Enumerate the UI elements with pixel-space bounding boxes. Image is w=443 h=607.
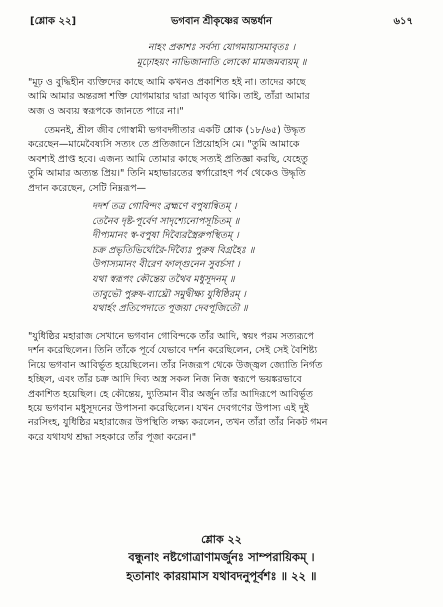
text-line: "মূঢ় ও বুদ্ধিহীন ব্যক্তিদের কাছে আমি কখনও প্রকাশিত হই না। তাদের কাছে (28, 77, 306, 88)
text-line: হচ্ছিল, এবং তাঁর চক্র আদি দিব্য অস্ত্র সকল নিজ নিজ স্বরূপে ভয়ঙ্করভাবে (28, 374, 302, 386)
text-line: আমি আমার অন্তরঙ্গা শক্তি যোগমায়ার দ্বারা আবৃত থাকি। তাই, তাঁরা আমার (28, 91, 310, 103)
quoted-verse (0, 40, 443, 70)
verse-line: উপাস্যমানং বীরেণ ফাল্গুনেন সুবর্চসা । (92, 259, 240, 271)
text-line: করেছেন—মামেবৈষ্যসি সত্যং তে প্রতিজানে প্রিয়োহসি মে। "তুমি আমাকে (28, 139, 300, 151)
translation-paragraph (28, 76, 416, 119)
purport-paragraph (28, 124, 416, 196)
header-verse-ref: [শ্লোক ২২] (30, 16, 77, 27)
sloka-verse (0, 548, 443, 586)
text-line: অবশ্যই প্রাপ্ত হবে। এজন্য আমি তোমার কাছে সত্যই প্রতিজ্ঞা করছি, যেহেতু (28, 153, 308, 165)
verse-line: যথার্হং প্রতিপেদাতে পূজয়া দেবপূজিতৌ ॥ (92, 303, 248, 315)
verse-line: তেনৈব দৃষ্ট-পূর্বেণ সাদৃশ্যেনোপসূচিতম্ ॥ (92, 215, 240, 227)
text-line: নিয়ে ভগবান আবির্ভূত হয়েছিলেন। তাঁর নিজরূপ থেকে উজ্জ্বল জ্যোতি নির্গত (28, 359, 323, 371)
verse-line: নাহং প্রকাশঃ সর্বস্য যোগমায়াসমাবৃতঃ । (147, 42, 296, 53)
text-line: নরসিংহ, যুধিষ্ঠির মহারাজের উপস্থিতি লক্ষ্য করলেন, তখন তাঁরা তাঁর নিকট গমন (28, 417, 328, 429)
verse-line: দীপ্যমানং স্ব-বপুষা দিব্যৈরস্ত্রৈরুপস্থিতম্ । (92, 230, 239, 242)
page-header (30, 14, 413, 30)
header-page-number: ৬১৭ (393, 16, 413, 27)
text-line: তুমি আমার অত্যন্ত প্রিয়।" তিনি মহাভারতের স্বর্গারোহণ পর্ব থেকেও উদ্ধৃতি (28, 168, 306, 180)
text-line: "যুধিষ্ঠির মহারাজ সেখানে ভগবান গোবিন্দকে তাঁর আদি, স্বয়ং পরম সত্যরূপে (28, 331, 314, 342)
verse-line: বন্ধুনাং নষ্টগোত্রাণামর্জুনঃ সাম্পরায়িকম্ । (128, 550, 315, 564)
verse-line: মূঢ়োহয়ং নাভিজানাতি লোকো মামজমব্যয়ম্ ॥ (136, 57, 307, 68)
mahabharata-verses (92, 200, 254, 317)
verse-line: চক্র প্রভৃতিভির্ঘোরৈ-র্দিব্যৈঃ পুরুষ বিগ্রহৈঃ ॥ (92, 244, 255, 256)
verse-line: দদর্শ তত্র গোবিন্দং ব্রহ্মণে বপুষান্বিতম্ । (92, 201, 237, 212)
sloka-heading: শ্লোক ২২ (201, 533, 242, 546)
text-line: করে যথাযথ শ্রদ্ধা সহকারে তাঁর পূজা করেন।" (28, 431, 197, 443)
verse-line: হতানাং কারয়ামাস যথাবদনুপূর্বশঃ ॥ ২২ ॥ (126, 569, 317, 583)
verse-line: তাবুভৌ পুরুষ-ব্যাঘ্রৌ সমুদ্বীক্ষ্য যুধিষ্ঠিরম্ । (92, 288, 246, 300)
header-chapter-title: ভগবান শ্রীকৃষ্ণের অন্তর্ধান (170, 16, 273, 27)
verse-line: যথা স্বরূপং কৌন্তেয় তথৈব মধুসূদনম্ ॥ (92, 273, 235, 285)
text-line: দর্শন করেছিলেন। তিনি তাঁকে পূর্বে যেভাবে দর্শন করেছিলেন, সেই সেই বৈশিষ্ট্য (28, 345, 318, 357)
text-line: তেমনই, শ্রীল জীব গোস্বামী ভগবদ্গীতার একটি শ্লোক (১৮/৬৫) উদ্ধৃত (44, 125, 306, 136)
text-line: প্রদান করেছেন, সেটি নিম্নরূপ— (28, 182, 147, 194)
verse-translation-paragraph (28, 330, 416, 445)
text-line: অজ ও অব্যয় স্বরূপকে জানতে পারে না।" (28, 105, 184, 117)
text-line: হয়ে ভগবান মধুসূদনের উপাসনা করেছিলেন। যখন দেবগণের উপাস্য এই দুই (28, 403, 309, 415)
text-line: প্রকাশিত হয়েছিল। হে কৌন্তেয়, দ্যুতিমান বীর অর্জুন তাঁর আদিরূপে আবির্ভূত (28, 388, 313, 400)
